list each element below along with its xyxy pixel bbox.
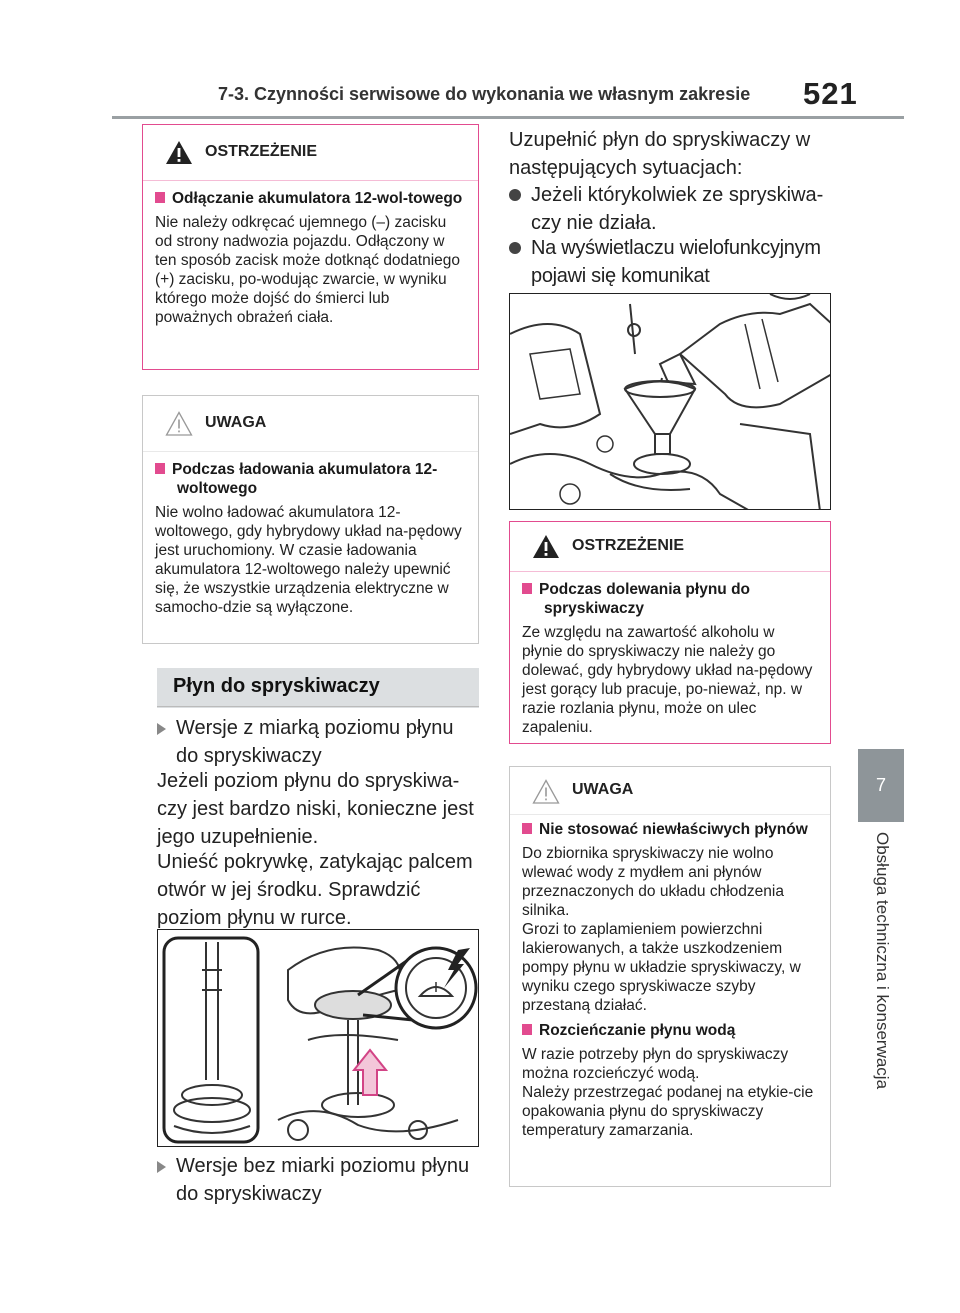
- header-rule: [112, 116, 904, 119]
- warning-triangle-icon: [532, 534, 560, 559]
- notice-text-fluids: Do zbiornika spryskiwaczy nie wolno wlewać wody z mydłem ani płynów przeznaczonych do układu chłodzenia silnika. Grozi to zaplamieniem powierzchni lakierowanych, a także uszkodzeniem pompy płynu w układzie spryskiwaczy, w wyniku czego spryskiwacze szyby przestaną działać.: [522, 845, 801, 1014]
- paragraph-check-level: Unieść pokrywkę, zatykając palcem otwór w jej środku. Sprawdzić poziom płynu w rurce.: [157, 851, 473, 929]
- notice-text: Nie wolno ładować akumulatora 12-woltowego, gdy hybrydowy układ na-pędowy jest uruchomiony. W czasie ładowania akumulatora 12-woltowego należy upewnić się, że wszystkie urządzenia elektryczne w samocho-dzie są wyłączone.: [155, 504, 462, 616]
- notice-subheading-dilution: Rozcieńczanie płynu wodą: [522, 1021, 818, 1040]
- warning-text: Ze względu na zawartość alkoholu w płynie do spryskiwaczy nie należy go dolewać, gdy hybrydowy układ na-pędowy jest gorący lub pracuje, po-nieważ, np. w razie rozlania płynu, może on ulec zapaleniu.: [522, 624, 813, 736]
- notice-title: UWAGA: [572, 781, 634, 798]
- caution-triangle-icon: [165, 411, 193, 436]
- washer-cap-drawing: [158, 930, 479, 1147]
- square-bullet-icon: [155, 463, 165, 474]
- section-rule: [157, 706, 479, 707]
- notice-text-dilution: W razie potrzeby płyn do spryskiwaczy można rozcieńczyć wodą. Należy przestrzegać podanej na etykie-cie opakowania płynu do spryskiwaczy temperatury zamarzania.: [522, 1046, 814, 1139]
- section-title: Płyn do spryskiwaczy: [173, 675, 380, 697]
- chapter-title: Obsługa techniczna i konserwacja: [873, 832, 892, 1090]
- warning-title: OSTRZEŻENIE: [205, 143, 318, 160]
- square-bullet-icon: [522, 1024, 532, 1035]
- notice-box-charging: [142, 395, 479, 644]
- illustration-washer-cap: [157, 929, 479, 1147]
- round-bullet-icon: [509, 189, 521, 201]
- notice-box-fluids: [509, 766, 831, 1187]
- round-bullet-icon: [509, 242, 521, 254]
- notice-subheading: Podczas ładowania akumulatora 12-woltowego: [155, 460, 466, 498]
- refill-intro: Uzupełnić płyn do spryskiwaczy w następujących sytuacjach:: [509, 129, 811, 179]
- warning-header: [143, 125, 478, 181]
- version-gauge-item: Wersje z miarką poziomu płynu do spryskiwaczy: [157, 714, 479, 770]
- warning-triangle-icon: [165, 140, 193, 165]
- warning-header: [510, 522, 830, 572]
- warning-box-refill: [509, 521, 831, 744]
- warning-subheading: Odłączanie akumulatora 12-wol-towego: [155, 189, 466, 208]
- chapter-tab: 7: [858, 749, 904, 822]
- pouring-fluid-drawing: [510, 294, 831, 510]
- notice-header: [143, 396, 478, 452]
- bullet-washer-not-working: Jeżeli którykolwiek ze spryskiwa-czy nie działa.: [509, 181, 831, 237]
- square-bullet-icon: [155, 192, 165, 203]
- version-no-gauge-item: Wersje bez miarki poziomu płynu do spryskiwaczy: [157, 1152, 479, 1208]
- notice-title: UWAGA: [205, 414, 267, 431]
- paragraph-low-level: Jeżeli poziom płynu do spryskiwa-czy jest bardzo niski, konieczne jest jego uzupełnienie.: [157, 770, 474, 848]
- square-bullet-icon: [522, 823, 532, 834]
- square-bullet-icon: [522, 583, 532, 594]
- warning-box-battery: [142, 124, 479, 370]
- section-heading: [157, 668, 479, 708]
- warning-text: Nie należy odkręcać ujemnego (–) zacisku od strony nadwozia pojazdu. Odłączony w ten sposób zacisk może dotknąć dodatniego (+) zacisku, po-wodując zwarcie, w wyniku którego może dojść do śmierci lub poważnych obrażeń ciała.: [155, 214, 461, 326]
- caution-triangle-icon: [532, 779, 560, 804]
- notice-header: [510, 767, 830, 815]
- illustration-pouring-fluid: [509, 293, 831, 510]
- arrow-bullet-icon: [157, 1161, 166, 1173]
- bullet-warning-message: Na wyświetlaczu wielofunkcyjnym pojawi się komunikat: [509, 234, 834, 318]
- page-number: 521: [803, 76, 858, 111]
- chapter-side-title: [862, 832, 902, 1132]
- warning-subheading: Podczas dolewania płynu do spryskiwaczy: [522, 580, 818, 618]
- notice-subheading-fluids: Nie stosować niewłaściwych płynów: [522, 820, 818, 839]
- arrow-bullet-icon: [157, 723, 166, 735]
- running-header: 7-3. Czynności serwisowe do wykonania we własnym zakresie: [218, 84, 751, 104]
- warning-title: OSTRZEŻENIE: [572, 537, 685, 554]
